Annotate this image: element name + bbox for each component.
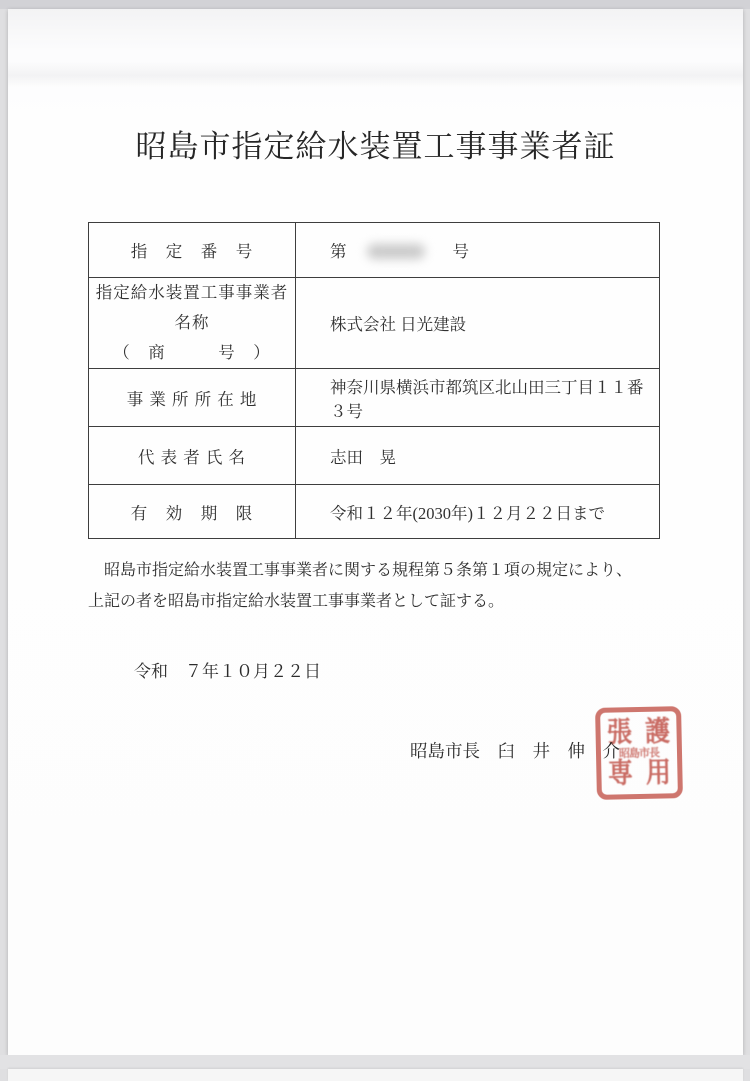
- designation-number-prefix: 第: [330, 242, 347, 261]
- certificate-table: [88, 222, 660, 539]
- seal-glyph-top-right: 護: [644, 716, 671, 748]
- business-name-label-line1: 指定給水装置工事事業者名称: [95, 283, 289, 332]
- certificate-page: [8, 9, 743, 1055]
- seal-glyph-bottom-left: 専: [607, 758, 634, 790]
- next-page-edge: [8, 1069, 743, 1081]
- office-address-label: 事 業 所 所 在 地: [89, 369, 296, 427]
- expiration-date-value: 令和１２年(2030年)１２月２２日まで: [296, 485, 660, 539]
- table-row-representative-name: [89, 427, 660, 485]
- scan-artifact-band: [8, 61, 743, 87]
- seal-center-glyphs: 昭島市長: [618, 746, 660, 760]
- table-row-office-address: [89, 369, 660, 427]
- table-row-expiration-date: [89, 485, 660, 539]
- expiration-date-label: 有 効 期 限: [89, 485, 296, 539]
- redacted-designation-number: [367, 244, 425, 259]
- certification-statement: 昭島市指定給水装置工事事業者に関する規程第５条第１項の規定により、上記の者を昭島市指定給水装置工事事業者として証する。: [88, 562, 633, 610]
- designation-number-suffix: 号: [452, 242, 469, 261]
- office-address-value: 神奈川県横浜市都筑区北山田三丁目１１番３号: [296, 369, 660, 427]
- table-row-designation-number: [89, 223, 660, 278]
- designation-number-value: [296, 223, 660, 278]
- representative-name-value: 志田 晃: [296, 427, 660, 485]
- issuer-mayor-name: 昭島市長 臼 井 伸 介: [410, 741, 620, 761]
- business-name-label-line2: （ 商 号 ）: [113, 343, 271, 362]
- representative-name-label: 代 表 者 氏 名: [89, 427, 296, 485]
- business-name-label: [89, 278, 296, 369]
- seal-glyph-top-left: 張: [606, 717, 633, 749]
- designation-number-label: 指 定 番 号: [89, 223, 296, 278]
- mayor-seal-stamp: [595, 706, 683, 800]
- seal-glyph-bottom-right: 用: [645, 757, 672, 789]
- scan-top-margin: [0, 0, 750, 9]
- business-name-value: 株式会社 日光建設: [296, 278, 660, 369]
- table-row-business-name: [89, 278, 660, 369]
- page-gap-strip: [0, 1055, 750, 1069]
- issue-date: 令和 ７年１０月２２日: [134, 662, 321, 681]
- certificate-title: 昭島市指定給水装置工事事業者証: [135, 129, 616, 164]
